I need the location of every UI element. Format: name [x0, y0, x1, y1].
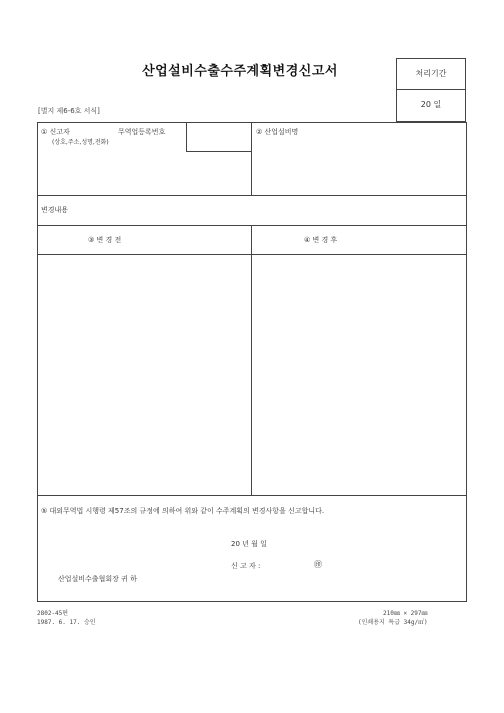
document-title: 산업설비수출수주계획변경신고서: [142, 64, 338, 79]
processing-period-box: [396, 58, 466, 122]
declaration-text: ⑤ 대외무역법 시행령 제57조의 규정에 의하여 위와 같이 수주계획의 변경사항을 신고합니다.: [41, 507, 325, 515]
processing-period-value: 20 일: [420, 100, 442, 109]
applicant-label: ① 신고자: [41, 128, 70, 136]
processing-divider: [397, 89, 465, 90]
trade-reg-number-field[interactable]: [186, 123, 251, 152]
date-line: 20 년 월 일: [231, 540, 267, 548]
before-after-divider: [251, 225, 252, 495]
row5-top-line: [38, 495, 466, 496]
after-change-label: ④ 변 경 후: [304, 236, 338, 244]
footer-paper-size: 210㎜ × 297㎜: [383, 610, 428, 617]
equipment-name-label: ② 산업설비명: [256, 128, 299, 136]
trade-reg-label: 무역업등록번호: [118, 128, 166, 136]
addressee: 산업설비수출협회장 귀 하: [58, 575, 137, 583]
row2-top-line: [38, 195, 466, 196]
signer-label: 신 고 자 :: [231, 562, 261, 570]
footer-paper-spec: (인쇄용지 특급 34g/㎡): [358, 619, 428, 626]
equipment-name-field[interactable]: [256, 139, 461, 191]
before-change-label: ③ 변 경 전: [88, 236, 122, 244]
processing-period-label: 처리기간: [415, 69, 447, 78]
form-reference: [별지 제6-6호 서식]: [38, 107, 100, 115]
form-table: [37, 122, 467, 602]
footer-approval: 1987. 6. 17. 승인: [37, 619, 96, 626]
row1-divider: [251, 123, 252, 195]
applicant-detail: (상호,주소,성명,전화): [52, 139, 109, 146]
after-change-field[interactable]: [254, 256, 464, 493]
footer-code: 2802-45편: [37, 610, 69, 617]
before-change-field[interactable]: [40, 256, 249, 493]
seal-mark: ㊞: [314, 560, 322, 569]
row3-top-line: [38, 225, 466, 226]
row4-top-line: [38, 254, 466, 255]
applicant-field[interactable]: [41, 153, 246, 191]
change-content-label: 변경내용: [41, 206, 69, 214]
